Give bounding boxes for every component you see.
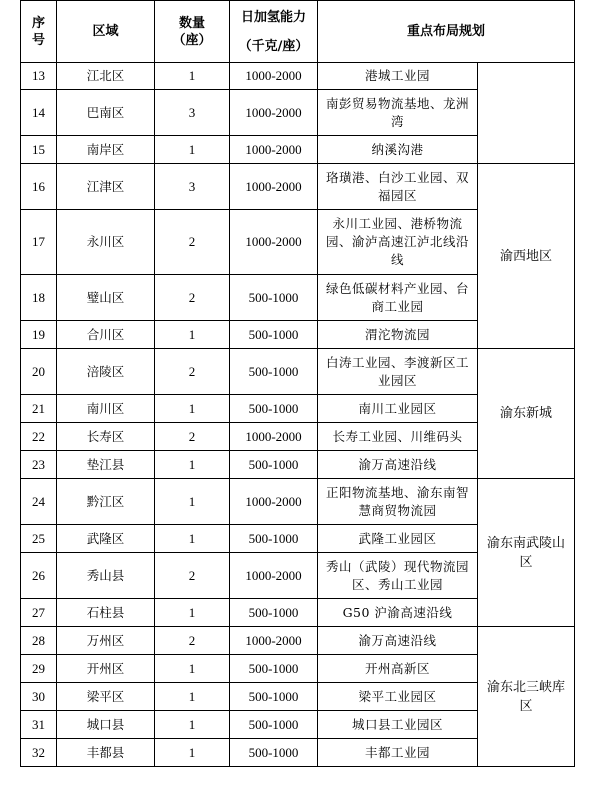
table-row	[21, 63, 575, 90]
row-capacity: 500-1000	[230, 321, 318, 349]
row-capacity: 500-1000	[230, 683, 318, 711]
row-no: 24	[21, 479, 57, 525]
row-count: 2	[155, 553, 230, 599]
row-count: 1	[155, 683, 230, 711]
row-capacity: 500-1000	[230, 395, 318, 423]
row-capacity: 500-1000	[230, 349, 318, 395]
row-no: 32	[21, 739, 57, 767]
table-row	[21, 349, 575, 395]
row-area: 石柱县	[57, 599, 155, 627]
header-count: 数量（座）	[155, 1, 230, 63]
row-count: 2	[155, 275, 230, 321]
row-plan: 珞璜港、白沙工业园、双福园区	[318, 164, 478, 210]
row-capacity: 500-1000	[230, 451, 318, 479]
row-no: 23	[21, 451, 57, 479]
row-plan: 城口县工业园区	[318, 711, 478, 739]
row-area: 涪陵区	[57, 349, 155, 395]
row-no: 28	[21, 627, 57, 655]
row-area: 南岸区	[57, 136, 155, 164]
row-no: 19	[21, 321, 57, 349]
region-southeast: 渝东南武陵山区	[478, 479, 575, 627]
row-capacity: 1000-2000	[230, 164, 318, 210]
row-plan: 纳溪沟港	[318, 136, 478, 164]
row-plan: 南川工业园区	[318, 395, 478, 423]
row-capacity: 500-1000	[230, 525, 318, 553]
header-no: 序号	[21, 1, 57, 63]
row-no: 17	[21, 210, 57, 275]
row-area: 梁平区	[57, 683, 155, 711]
header-capacity	[230, 1, 318, 63]
row-plan: 梁平工业园区	[318, 683, 478, 711]
row-capacity: 1000-2000	[230, 627, 318, 655]
row-area: 开州区	[57, 655, 155, 683]
row-plan: 渝万高速沿线	[318, 451, 478, 479]
row-area: 万州区	[57, 627, 155, 655]
row-count: 2	[155, 423, 230, 451]
row-count: 3	[155, 90, 230, 136]
header-capacity-line2: （千克/座）	[238, 38, 309, 54]
row-area: 璧山区	[57, 275, 155, 321]
row-area: 合川区	[57, 321, 155, 349]
region-top-blank	[478, 63, 575, 164]
row-plan: 武隆工业园区	[318, 525, 478, 553]
region-west: 渝西地区	[478, 164, 575, 349]
row-area: 巴南区	[57, 90, 155, 136]
row-plan: 渝万高速沿线	[318, 627, 478, 655]
row-no: 18	[21, 275, 57, 321]
row-no: 13	[21, 63, 57, 90]
row-count: 1	[155, 136, 230, 164]
row-count: 2	[155, 627, 230, 655]
row-no: 16	[21, 164, 57, 210]
row-no: 21	[21, 395, 57, 423]
row-plan: 秀山（武陵）现代物流园区、秀山工业园	[318, 553, 478, 599]
row-area: 黔江区	[57, 479, 155, 525]
row-area: 长寿区	[57, 423, 155, 451]
region-northeast: 渝东北三峡库区	[478, 627, 575, 767]
row-plan: 丰都工业园	[318, 739, 478, 767]
row-capacity: 1000-2000	[230, 553, 318, 599]
row-no: 30	[21, 683, 57, 711]
row-no: 26	[21, 553, 57, 599]
row-plan: 绿色低碳材料产业园、台商工业园	[318, 275, 478, 321]
row-count: 2	[155, 349, 230, 395]
row-count: 2	[155, 210, 230, 275]
row-no: 20	[21, 349, 57, 395]
row-plan: 白涛工业园、李渡新区工业园区	[318, 349, 478, 395]
header-row	[21, 1, 575, 63]
row-no: 27	[21, 599, 57, 627]
row-plan: G50 沪渝高速沿线	[318, 599, 478, 627]
row-plan: 港城工业园	[318, 63, 478, 90]
row-count: 1	[155, 63, 230, 90]
row-no: 29	[21, 655, 57, 683]
row-plan: 长寿工业园、川维码头	[318, 423, 478, 451]
row-capacity: 500-1000	[230, 655, 318, 683]
row-count: 1	[155, 655, 230, 683]
row-area: 城口县	[57, 711, 155, 739]
row-area: 丰都县	[57, 739, 155, 767]
table-row	[21, 627, 575, 655]
row-count: 1	[155, 711, 230, 739]
header-plan: 重点布局规划	[318, 1, 575, 63]
row-count: 1	[155, 479, 230, 525]
row-area: 永川区	[57, 210, 155, 275]
row-no: 14	[21, 90, 57, 136]
row-capacity: 500-1000	[230, 599, 318, 627]
row-no: 31	[21, 711, 57, 739]
row-plan: 开州高新区	[318, 655, 478, 683]
row-plan: 渭沱物流园	[318, 321, 478, 349]
row-count: 1	[155, 599, 230, 627]
row-area: 江北区	[57, 63, 155, 90]
row-capacity: 1000-2000	[230, 210, 318, 275]
row-count: 1	[155, 739, 230, 767]
row-plan: 南彭贸易物流基地、龙洲湾	[318, 90, 478, 136]
row-count: 1	[155, 525, 230, 553]
row-capacity: 500-1000	[230, 275, 318, 321]
row-capacity: 1000-2000	[230, 423, 318, 451]
row-count: 1	[155, 321, 230, 349]
row-count: 1	[155, 451, 230, 479]
row-capacity: 1000-2000	[230, 63, 318, 90]
row-capacity: 500-1000	[230, 739, 318, 767]
row-capacity: 1000-2000	[230, 90, 318, 136]
row-capacity: 500-1000	[230, 711, 318, 739]
row-count: 3	[155, 164, 230, 210]
row-count: 1	[155, 395, 230, 423]
region-east-new: 渝东新城	[478, 349, 575, 479]
row-no: 22	[21, 423, 57, 451]
header-capacity-line1: 日加氢能力	[240, 9, 306, 25]
hydrogen-station-table	[20, 0, 575, 767]
row-no: 25	[21, 525, 57, 553]
table-row	[21, 479, 575, 525]
row-area: 垫江县	[57, 451, 155, 479]
row-area: 武隆区	[57, 525, 155, 553]
row-area: 南川区	[57, 395, 155, 423]
row-no: 15	[21, 136, 57, 164]
row-area: 江津区	[57, 164, 155, 210]
row-capacity: 1000-2000	[230, 136, 318, 164]
row-area: 秀山县	[57, 553, 155, 599]
row-capacity: 1000-2000	[230, 479, 318, 525]
row-plan: 永川工业园、港桥物流园、渝泸高速江泸北线沿线	[318, 210, 478, 275]
table-row	[21, 164, 575, 210]
header-area: 区域	[57, 1, 155, 63]
row-plan: 正阳物流基地、渝东南智慧商贸物流园	[318, 479, 478, 525]
